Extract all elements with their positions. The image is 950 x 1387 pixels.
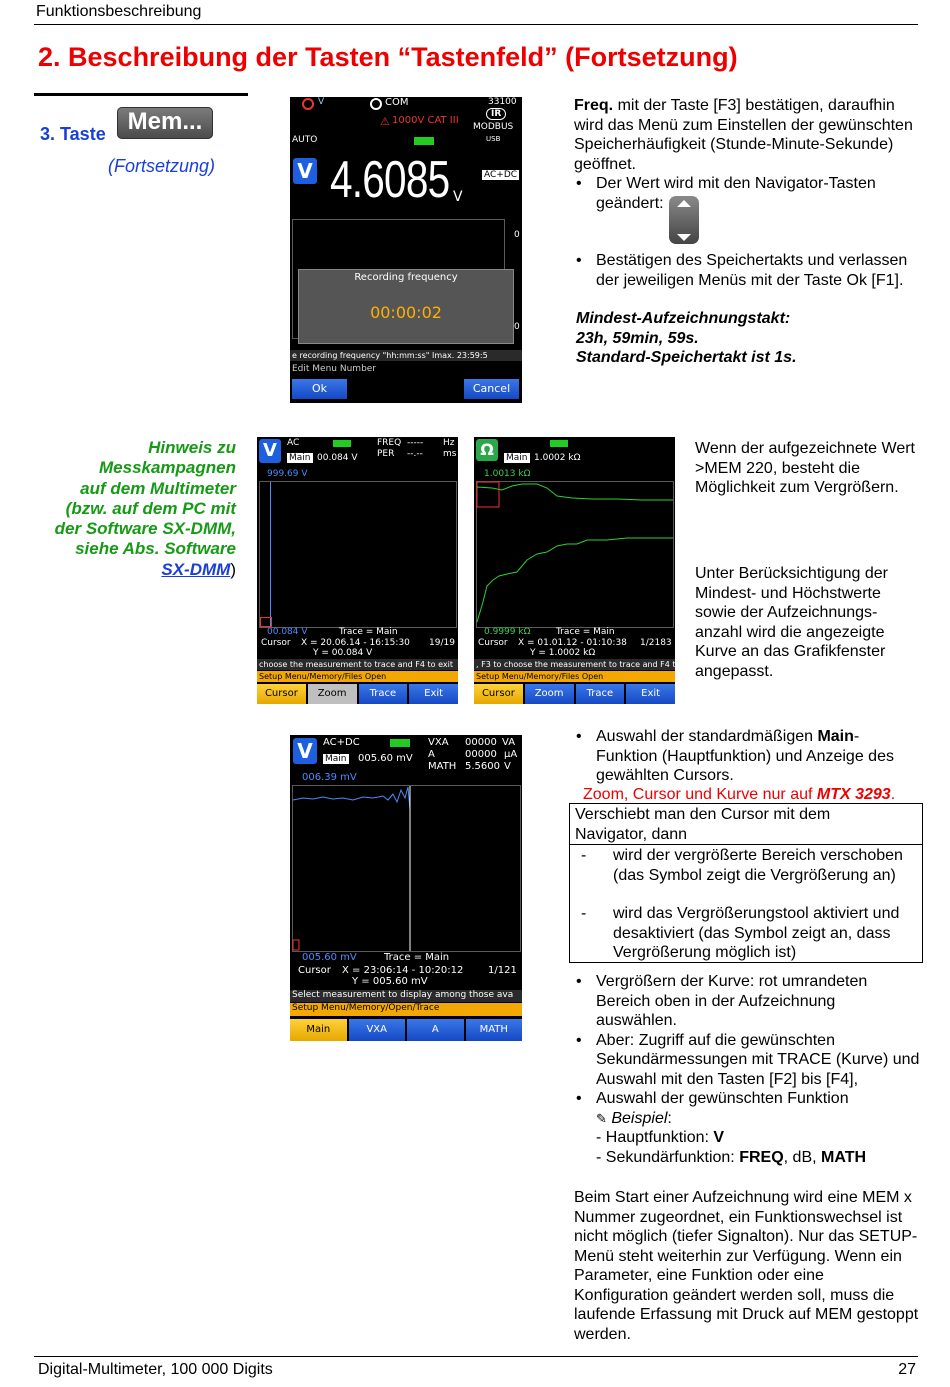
plot-bottom-value: 005.60 mV bbox=[302, 952, 357, 963]
freq-text: mit der Taste [F3] bestätigen, daraufhin wird das Menü zum Einstellen der gewünschten Speicherhäufigkeit (Stunde-Minute-Sekunde) geöffnet. bbox=[574, 97, 913, 173]
hint-line-1: Hinweis zu bbox=[148, 438, 236, 457]
trace-curve bbox=[293, 786, 520, 951]
cursor-count: 1/2183 bbox=[640, 638, 672, 648]
battery-icon bbox=[390, 739, 410, 747]
cat-rating: 1000V CAT III bbox=[392, 115, 459, 126]
navigator-table bbox=[569, 803, 923, 963]
main-value: 1.0002 kΩ bbox=[534, 453, 581, 463]
zoom-marker bbox=[260, 617, 272, 627]
hint-line-2: Messkampagnen bbox=[99, 458, 236, 478]
hint-close-paren: ) bbox=[230, 559, 236, 579]
math-unit: V bbox=[504, 761, 511, 772]
table-dash-1: - bbox=[581, 847, 587, 864]
setup-bar: Setup Menu/Memory/Files Open bbox=[474, 671, 675, 682]
exit-softkey[interactable]: Exit bbox=[626, 684, 675, 704]
freq-label: FREQ bbox=[377, 438, 402, 448]
voltage-terminal-icon bbox=[302, 98, 314, 110]
zoom-paragraph-1: Wenn der aufgezeichnete Wert >MEM 220, besteht die Möglichkeit zum Vergrößern. bbox=[695, 440, 915, 496]
cursor-bullet-1-bold: Main bbox=[817, 728, 854, 745]
plot-area bbox=[476, 481, 674, 628]
zoom-softkey[interactable]: Zoom bbox=[525, 684, 574, 704]
hint-line-5: der Software SX-DMM, bbox=[54, 519, 236, 539]
plot-top-value: 1.0013 kΩ bbox=[484, 469, 531, 479]
hint-line-4: (bzw. auf dem PC mit bbox=[65, 498, 236, 518]
trace-softkey[interactable]: Trace bbox=[359, 684, 408, 704]
table-dash-2: - bbox=[581, 905, 587, 922]
info-bar: Select measurement to display among those ava bbox=[290, 990, 522, 1002]
hint-block bbox=[26, 438, 236, 580]
screen-trace-ohm bbox=[474, 437, 698, 704]
setup-bar: Setup Menu/Memory/Open/Trace bbox=[290, 1003, 522, 1016]
secondary-function-freq: FREQ bbox=[739, 1148, 784, 1166]
battery-icon bbox=[550, 440, 568, 447]
plot-bottom-value: 0.9999 kΩ bbox=[484, 627, 531, 637]
hint-line-3: auf dem Multimeter bbox=[80, 478, 236, 498]
function-v-icon: V bbox=[293, 738, 317, 764]
freq-bullet-2-block bbox=[574, 251, 922, 290]
cursor-bullets-2 bbox=[574, 972, 920, 1167]
cursor-line bbox=[270, 482, 271, 627]
cursor-bullet-3: • Aber: Zugriff auf die gewünschten Sekundärmessungen mit TRACE (Kurve) und Auswahl mit den Tasten [F2] bis [F4], bbox=[596, 1031, 920, 1090]
com-label: COM bbox=[385, 97, 409, 108]
plot-area bbox=[292, 785, 521, 952]
table-head: Verschiebt man den Cursor mit dem Navigator, dann bbox=[575, 806, 831, 843]
main-reading: 4.6085 bbox=[330, 151, 450, 209]
navigator-key-icon bbox=[669, 196, 699, 244]
battery-icon bbox=[333, 440, 351, 447]
model-note-pre: Zoom, Cursor und Kurve nur auf bbox=[583, 786, 817, 803]
plot-area bbox=[259, 481, 457, 628]
cursor-label: Cursor bbox=[298, 965, 331, 976]
math-softkey[interactable]: MATH bbox=[466, 1019, 523, 1041]
min-rate-line-1: Mindest-Aufzeichnungstakt: bbox=[576, 310, 791, 327]
warning-icon: ⚠ bbox=[380, 115, 390, 128]
menu-caption: Edit Menu Number bbox=[292, 364, 377, 374]
vxa-unit: VA bbox=[502, 737, 516, 748]
screen-recording-frequency bbox=[290, 97, 522, 403]
scale-zero-top: 0 bbox=[514, 230, 520, 240]
main-tag: Main bbox=[325, 754, 347, 764]
cursor-bullet-block bbox=[574, 727, 920, 786]
modbus-label: MODBUS bbox=[473, 122, 514, 132]
trace-curve bbox=[477, 482, 673, 627]
a-unit: µA bbox=[504, 749, 518, 760]
cursor-bullet-1-pre: Auswahl der standardmäßigen bbox=[596, 728, 818, 745]
main-tag: Main bbox=[289, 453, 311, 463]
example-icon: ✎ bbox=[596, 1110, 607, 1126]
sx-dmm-link[interactable]: SX-DMM bbox=[161, 559, 231, 579]
cursor-x: X = 23:06:14 - 10:20:12 bbox=[342, 965, 464, 976]
battery-icon bbox=[414, 137, 434, 145]
main-function-value: V bbox=[713, 1129, 725, 1146]
ms-unit: ms bbox=[443, 449, 457, 459]
function-vl-icon: V bbox=[259, 439, 281, 463]
a-softkey[interactable]: A bbox=[407, 1019, 464, 1041]
function-v-icon: V bbox=[293, 158, 317, 184]
main-function-label: - Hauptfunktion: bbox=[596, 1129, 714, 1146]
plot-top-value: 999.69 V bbox=[267, 469, 308, 479]
cursor-y: Y = 005.60 mV bbox=[352, 976, 428, 987]
cursor-x: X = 20.06.14 - 16:15:30 bbox=[301, 638, 410, 648]
info-bar: , F3 to choose the measurement to trace and F4 to exit bbox=[476, 660, 698, 669]
footer-rule bbox=[34, 1356, 918, 1357]
main-tag: Main bbox=[506, 453, 528, 463]
continuation-label: (Fortsetzung) bbox=[108, 156, 216, 176]
count-label: 33100 bbox=[488, 97, 517, 107]
zoom-box bbox=[477, 482, 499, 507]
key-label: 3. Taste bbox=[40, 124, 106, 144]
softkey-bar bbox=[474, 684, 675, 704]
ir-badge: IR bbox=[486, 108, 506, 120]
freq-bullet-1: • Der Wert wird mit den Navigator-Tasten geändert: bbox=[596, 174, 922, 213]
cursor-x: X = 01.01.12 - 01:10:38 bbox=[518, 638, 627, 648]
trace-label: Trace = Main bbox=[556, 627, 615, 637]
math-label: MATH bbox=[428, 761, 457, 772]
math-value: 5.5600 bbox=[465, 761, 500, 772]
hz-unit: Hz bbox=[443, 438, 455, 448]
main-value: 00.084 V bbox=[317, 453, 358, 463]
a-value: 00000 bbox=[465, 749, 497, 760]
coupling-label: AC bbox=[287, 438, 300, 448]
page-title: 2. Beschreibung der Tasten “Tastenfeld” (Fortsetzung) bbox=[38, 42, 738, 72]
dialog-title: Recording frequency bbox=[354, 272, 458, 283]
cancel-softkey[interactable]: Cancel bbox=[464, 379, 519, 399]
model-note bbox=[583, 785, 895, 805]
secondary-function-math: MATH bbox=[821, 1148, 867, 1166]
mem-key-icon: Mem... bbox=[117, 107, 213, 139]
cursor-bullet-2: • Vergrößern der Kurve: rot umrandeten Bereich oben in der Aufzeichnung auswählen. bbox=[596, 972, 920, 1031]
freq-bullet-2: • Bestätigen des Speichertakts und verlassen der jeweiligen Menüs mit der Taste Ok [F1]. bbox=[596, 251, 922, 290]
auto-label: AUTO bbox=[292, 135, 318, 145]
zoom-paragraph-2: Unter Berücksichtigung der Mindest- und Höchstwerte sowie der Aufzeichnungs-anzahl wird die angezeigte Kurve an das Grafikfenster angepasst. bbox=[695, 565, 888, 680]
frequency-dialog bbox=[298, 269, 514, 344]
info-bar: e recording frequency "hh:mm:ss" Imax. 23:59:5 bbox=[290, 350, 522, 361]
cursor-bullet-4: • Auswahl der gewünschten Funktion bbox=[596, 1089, 920, 1109]
trace-label: Trace = Main bbox=[339, 627, 398, 637]
section-rule bbox=[34, 93, 248, 96]
cursor-label: Cursor bbox=[478, 638, 508, 648]
main-value: 005.60 mV bbox=[358, 753, 413, 764]
cursor-bullet-1-post: -Funktion (Hauptfunktion) und Anzeige des gewählten Cursors. bbox=[596, 728, 894, 784]
freq-paragraph bbox=[574, 96, 922, 213]
dialog-value[interactable]: 00:00:02 bbox=[370, 303, 442, 322]
terminal-v-label: V bbox=[318, 97, 325, 107]
min-rate-line-3: Standard-Speichertakt ist 1s. bbox=[576, 349, 797, 366]
freq-value: ----- bbox=[407, 438, 424, 448]
example-label: Beispiel bbox=[611, 1109, 668, 1127]
zoom-softkey[interactable]: Zoom bbox=[308, 684, 357, 704]
setup-bar: Setup Menu/Memory/Files Open bbox=[257, 671, 458, 682]
cursor-bullet-1 bbox=[596, 727, 920, 786]
a-label: A bbox=[428, 749, 435, 760]
cursor-softkey[interactable]: Cursor bbox=[257, 684, 306, 704]
per-label: PER bbox=[377, 449, 395, 459]
min-rate-line-2: 23h, 59min, 59s. bbox=[576, 329, 699, 347]
table-row-2: wird das Vergrößerungstool aktiviert und desaktiviert (das Symbol zeigt an, dass Vergrößerung möglich ist) bbox=[613, 905, 900, 961]
softkey-bar bbox=[257, 684, 458, 704]
screen-trace-ac bbox=[257, 437, 458, 704]
com-terminal-icon bbox=[370, 98, 382, 110]
secondary-function-mid: , dB, bbox=[783, 1148, 822, 1166]
scale-zero-bottom: 0 bbox=[514, 322, 520, 332]
coupling-label: AC+DC bbox=[323, 737, 360, 748]
cursor-y: Y = 1.0002 kΩ bbox=[530, 648, 596, 658]
trace-softkey[interactable]: Trace bbox=[576, 684, 625, 704]
main-softkey[interactable]: Main bbox=[290, 1019, 347, 1041]
ohm-function-icon: Ω bbox=[476, 439, 498, 461]
ok-softkey[interactable]: Ok bbox=[292, 379, 347, 399]
cursor-label: Cursor bbox=[261, 638, 291, 648]
table-row-1: wird der vergrößerte Bereich verschoben (das Symbol zeigt die Vergrößerung an) bbox=[613, 847, 903, 884]
model-note-post: . bbox=[890, 786, 896, 803]
plot-bottom-value: 00.084 V bbox=[267, 627, 308, 637]
cursor-count: 1/121 bbox=[488, 965, 517, 976]
cursor-softkey[interactable]: Cursor bbox=[474, 684, 523, 704]
usb-label: USB bbox=[486, 135, 501, 143]
plot-top-value: 006.39 mV bbox=[302, 772, 357, 783]
coupling-badge: AC+DC bbox=[484, 170, 518, 180]
running-header: Funktionsbeschreibung bbox=[36, 3, 202, 20]
header-rule bbox=[34, 24, 918, 25]
exit-softkey[interactable]: Exit bbox=[409, 684, 458, 704]
example-colon: : bbox=[667, 1109, 672, 1127]
min-rate-block bbox=[576, 309, 916, 368]
page-number: 27 bbox=[898, 1361, 916, 1378]
screen-trace-main bbox=[290, 735, 522, 1041]
vxa-value: 00000 bbox=[465, 737, 497, 748]
trace-label: Trace = Main bbox=[384, 952, 450, 963]
hint-line-6: siehe Abs. Software bbox=[75, 539, 236, 559]
cursor-y: Y = 00.084 V bbox=[313, 648, 373, 658]
secondary-function-label: - Sekundärfunktion: bbox=[596, 1148, 740, 1166]
vxa-softkey[interactable]: VXA bbox=[349, 1019, 406, 1041]
footer-title: Digital-Multimeter, 100 000 Digits bbox=[38, 1361, 273, 1378]
softkey-bar bbox=[290, 1019, 522, 1041]
info-bar: choose the measurement to trace and F4 to exit bbox=[257, 659, 458, 670]
model-note-model: MTX 3293 bbox=[816, 786, 891, 803]
vxa-label: VXA bbox=[428, 737, 449, 748]
table-divider bbox=[570, 844, 922, 845]
per-value: --.-- bbox=[407, 449, 423, 459]
reading-unit: V bbox=[453, 189, 463, 205]
cursor-count: 19/19 bbox=[429, 638, 455, 648]
final-paragraph: Beim Start einer Aufzeichnung wird eine MEM x Nummer zugeordnet, ein Funktionswechsel ist nicht möglich (tiefer Signalton). Nur das SETUP-Menü steht weiterhin zur Verfügung. Wenn ein Parameter, eine Funktion oder eine Konfiguration geändert werden soll, muss die laufende Erfassung mit Druck auf MEM gestoppt werden. bbox=[574, 1189, 919, 1343]
freq-bold: Freq. bbox=[574, 97, 614, 114]
